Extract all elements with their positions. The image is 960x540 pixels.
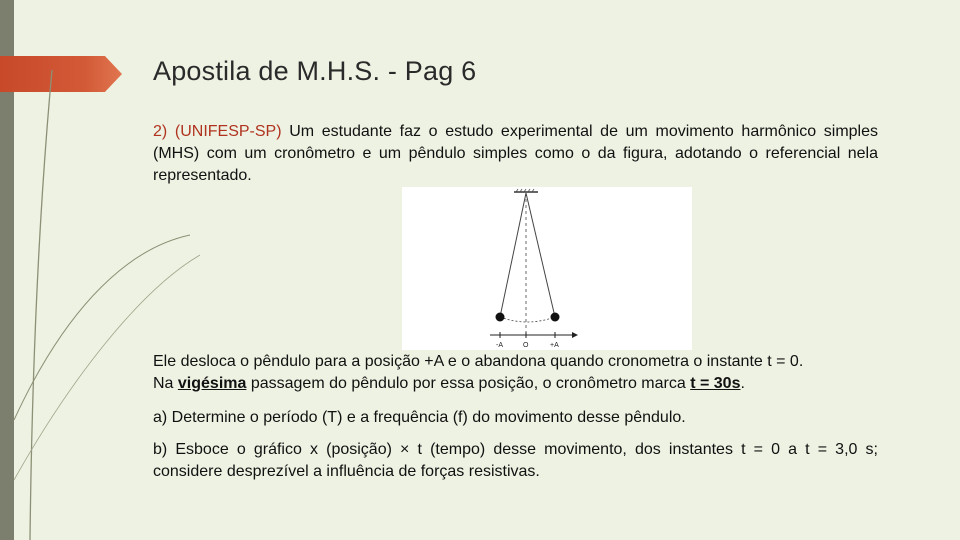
question-intro-text: Um estudante faz o estudo experimental de um movimento harmônico simples (MHS) com um cronômetro e um pêndulo simples como o da figura, adotando o referencial nela representado. xyxy=(153,123,879,184)
emphasis-vigesima: vigésima xyxy=(177,375,247,392)
pendulum-bob-left xyxy=(496,313,505,322)
axis-label-origin: O xyxy=(523,342,529,349)
question-source: 2) (UNIFESP-SP) xyxy=(153,123,282,140)
axis-label-minus-a: -A xyxy=(496,342,503,349)
question-intro xyxy=(153,121,878,187)
emphasis-time: t = 30s xyxy=(690,375,741,392)
pendulum-figure xyxy=(402,187,692,350)
setup-line-2-end: . xyxy=(740,375,745,392)
page-title: Apostila de M.H.S. - Pag 6 xyxy=(153,56,477,86)
axis-label-plus-a: +A xyxy=(550,342,559,349)
setup-line-2-pre: Na xyxy=(153,375,178,392)
setup-line-2-mid: passagem do pêndulo por essa posição, o cronômetro marca xyxy=(246,375,691,392)
pendulum-bob-right xyxy=(551,313,560,322)
part-a: a) Determine o período (T) e a frequência (f) do movimento desse pêndulo. xyxy=(153,409,686,426)
setup-line-1: Ele desloca o pêndulo para a posição +A e o abandona quando cronometra o instante t = 0. xyxy=(153,353,804,370)
setup-line-2 xyxy=(153,373,878,395)
question-setup xyxy=(153,351,878,395)
part-b: b) Esboce o gráfico x (posição) × t (tempo) desse movimento, dos instantes t = 0 a t = 3,0 s; considere desprezível a influência de forças resistivas. xyxy=(153,441,878,480)
